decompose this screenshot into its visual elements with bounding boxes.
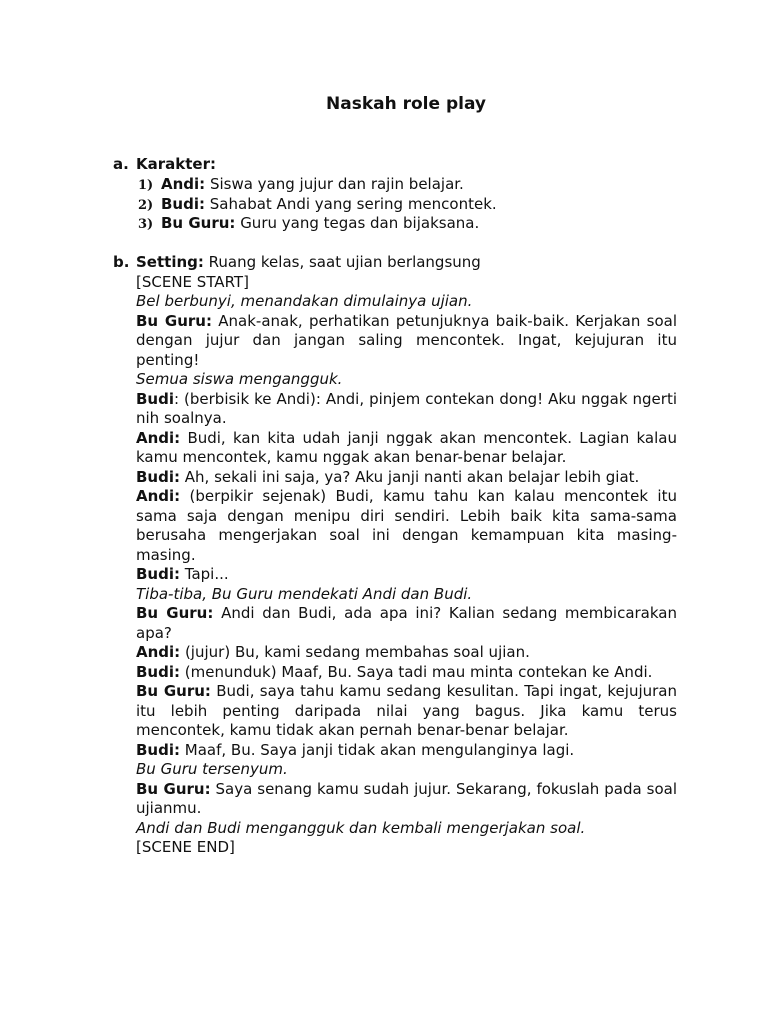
- setting-line: [136, 253, 677, 273]
- character-name: Bu Guru:: [161, 214, 236, 232]
- character-desc: Sahabat Andi yang sering mencontek.: [209, 194, 497, 213]
- stage-direction: Semua siswa mengangguk.: [136, 370, 343, 388]
- stage-direction: Bel berbunyi, menandakan dimulainya ujian.: [136, 292, 473, 310]
- dialog-text: Budi, saya tahu kamu sedang kesulitan. Tapi ingat, kejujuran itu lebih penting daripada nilai yang bagus. Jika kamu terus mencontek, kamu tidak akan pernah benar-benar belajar.: [136, 682, 677, 739]
- dialog-text: (menunduk) Maaf, Bu. Saya tadi mau minta contekan ke Andi.: [184, 662, 653, 681]
- dialog-text: (berpikir sejenak) Budi, kamu tahu kan kalau mencontek itu sama saja dengan menipu diri sendiri. Lebih baik kita sama-sama berusaha mengerjakan soal ini dengan kemampuan kita masing-masing.: [136, 487, 677, 564]
- dialog-line: [136, 663, 677, 683]
- section-a-label: a.: [113, 155, 129, 173]
- character-item: [138, 175, 678, 195]
- scene-end: [SCENE END]: [136, 838, 235, 856]
- dialog-line: [136, 312, 677, 371]
- speaker: Bu Guru:: [136, 779, 211, 798]
- dialog-text: Saya senang kamu sudah jujur. Sekarang, fokuslah pada soal ujianmu.: [136, 779, 677, 817]
- dialog-line: [136, 780, 677, 819]
- character-item: [138, 195, 678, 215]
- stage-direction: Tiba-tiba, Bu Guru mendekati Andi dan Budi.: [136, 584, 473, 603]
- scene-start: [SCENE START]: [136, 272, 249, 291]
- list-number: 3): [138, 217, 154, 232]
- dialog-line: [136, 741, 677, 761]
- dialog-line: [136, 429, 677, 468]
- speaker: Andi:: [136, 428, 181, 447]
- dialog-text: Maaf, Bu. Saya janji tidak akan mengulanginya lagi.: [184, 740, 575, 759]
- setting-text: Ruang kelas, saat ujian berlangsung: [208, 253, 481, 271]
- dialog-text: Ah, sekali ini saja, ya? Aku janji nanti akan belajar lebih giat.: [184, 467, 640, 486]
- dialog-line: [136, 643, 677, 663]
- list-number: 2): [138, 197, 154, 213]
- section-a-heading: Karakter:: [136, 155, 216, 173]
- dialog-line: [136, 390, 677, 429]
- speaker: Andi:: [136, 487, 181, 505]
- speaker: Bu Guru:: [136, 604, 214, 622]
- dialog-line: [136, 468, 677, 488]
- character-desc: Guru yang tegas dan bijaksana.: [240, 214, 480, 232]
- speaker: Bu Guru:: [136, 682, 211, 700]
- stage-direction: Andi dan Budi mengangguk dan kembali mengerjakan soal.: [136, 818, 586, 837]
- section-b-label: b.: [113, 253, 130, 271]
- dialog-line: [136, 682, 677, 741]
- dialog-text: Andi dan Budi, ada apa ini? Kalian sedang membicarakan apa?: [136, 604, 677, 642]
- character-item: [138, 214, 678, 234]
- script-body: [136, 253, 677, 858]
- speaker: Budi: [136, 389, 174, 408]
- speaker: Budi:: [136, 662, 180, 681]
- dialog-line: [136, 487, 677, 565]
- speaker: Budi:: [136, 565, 180, 583]
- character-list: [138, 175, 678, 234]
- dialog-line: [136, 565, 677, 585]
- stage-direction: Bu Guru tersenyum.: [136, 760, 288, 778]
- dialog-text: Anak-anak, perhatikan petunjuknya baik-baik. Kerjakan soal dengan jujur dan jangan saling mencontek. Ingat, kejujuran itu penting!: [136, 311, 677, 369]
- speaker: Andi:: [136, 643, 181, 661]
- dialog-line: [136, 604, 677, 643]
- character-name: Andi:: [161, 175, 206, 193]
- dialog-text: : (berbisik ke Andi): Andi, pinjem contekan dong! Aku nggak ngerti nih soalnya.: [136, 389, 677, 427]
- list-number: 1): [138, 178, 154, 193]
- page-title: Naskah role play: [326, 94, 486, 114]
- setting-heading: Setting:: [136, 253, 204, 271]
- speaker: Budi:: [136, 467, 180, 486]
- character-desc: Siswa yang jujur dan rajin belajar.: [209, 175, 464, 193]
- dialog-text: (jujur) Bu, kami sedang membahas soal ujian.: [184, 643, 530, 661]
- character-name: Budi:: [161, 194, 205, 213]
- dialog-text: Budi, kan kita udah janji nggak akan mencontek. Lagian kalau kamu mencontek, kamu nggak akan benar-benar belajar.: [136, 428, 677, 466]
- speaker: Bu Guru:: [136, 311, 212, 330]
- dialog-text: Tapi...: [184, 565, 229, 583]
- speaker: Budi:: [136, 740, 180, 759]
